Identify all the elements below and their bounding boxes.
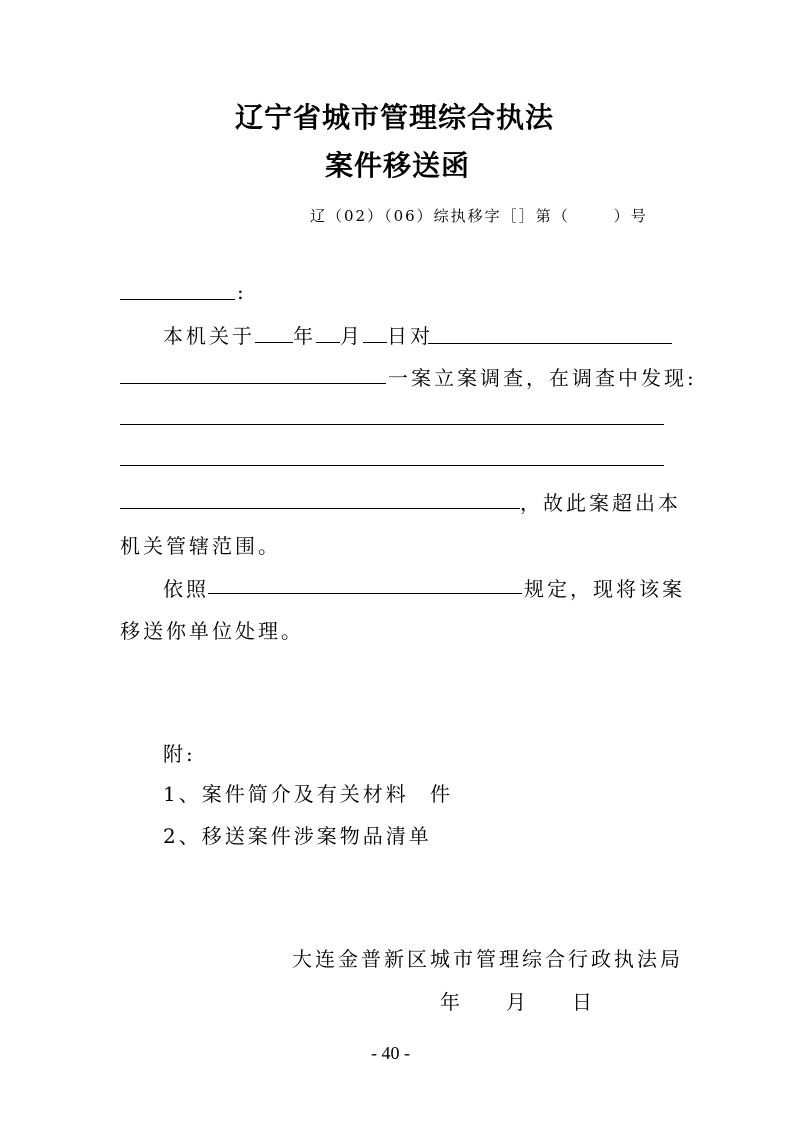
attachment-item-1: 1、案件简介及有关材料 (163, 782, 409, 806)
intro-month: 月 (340, 324, 363, 348)
doc-number-prefix: 辽（02）（06）综执移字［ (310, 207, 519, 225)
signature-month: 月 (506, 990, 529, 1014)
provision-blank (208, 593, 522, 594)
according-text: 依照 (163, 577, 209, 601)
page-number: - 40 - (371, 1043, 410, 1063)
day-blank (363, 341, 387, 343)
finding-line-3 (120, 508, 520, 509)
month-blank (316, 341, 340, 343)
intro-line (163, 320, 433, 349)
attachment-item-1-unit: 件 (430, 782, 453, 806)
case-phrase: 一案立案调查，在调查中发现: (388, 366, 697, 390)
signature-day: 日 (572, 990, 595, 1014)
document-title-line2: 案件移送函 (325, 149, 471, 182)
jurisdiction-text: 机关管辖范围。 (120, 534, 281, 558)
year-blank (255, 341, 293, 343)
provision-text: 规定，现将该案 (524, 577, 685, 601)
finding-line-1 (120, 424, 664, 425)
addressee-blank (120, 299, 235, 300)
attachment-item-2: 2、移送案件涉案物品清单 (163, 824, 432, 848)
intro-prefix: 本机关于 (163, 324, 255, 348)
attachments-heading: 附: (163, 742, 196, 766)
transfer-text: 移送你单位处理。 (120, 619, 304, 643)
case-party-blank (428, 343, 672, 344)
finding-line-2 (120, 465, 664, 466)
issuing-agency: 大连金普新区城市管理综合行政执法局 (292, 947, 683, 971)
case-name-blank (120, 383, 386, 384)
intro-day-dui: 日对 (387, 324, 433, 348)
doc-number (310, 205, 648, 226)
intro-year: 年 (293, 324, 316, 348)
doc-number-suffix: ）号 (613, 207, 648, 225)
document-title-line1: 辽宁省城市管理综合执法 (235, 101, 555, 134)
out-of-scope-text: ，故此案超出本 (520, 491, 681, 515)
addressee-colon: : (237, 280, 247, 304)
signature-year: 年 (440, 990, 463, 1014)
doc-number-mid: ］第（ (518, 207, 570, 225)
